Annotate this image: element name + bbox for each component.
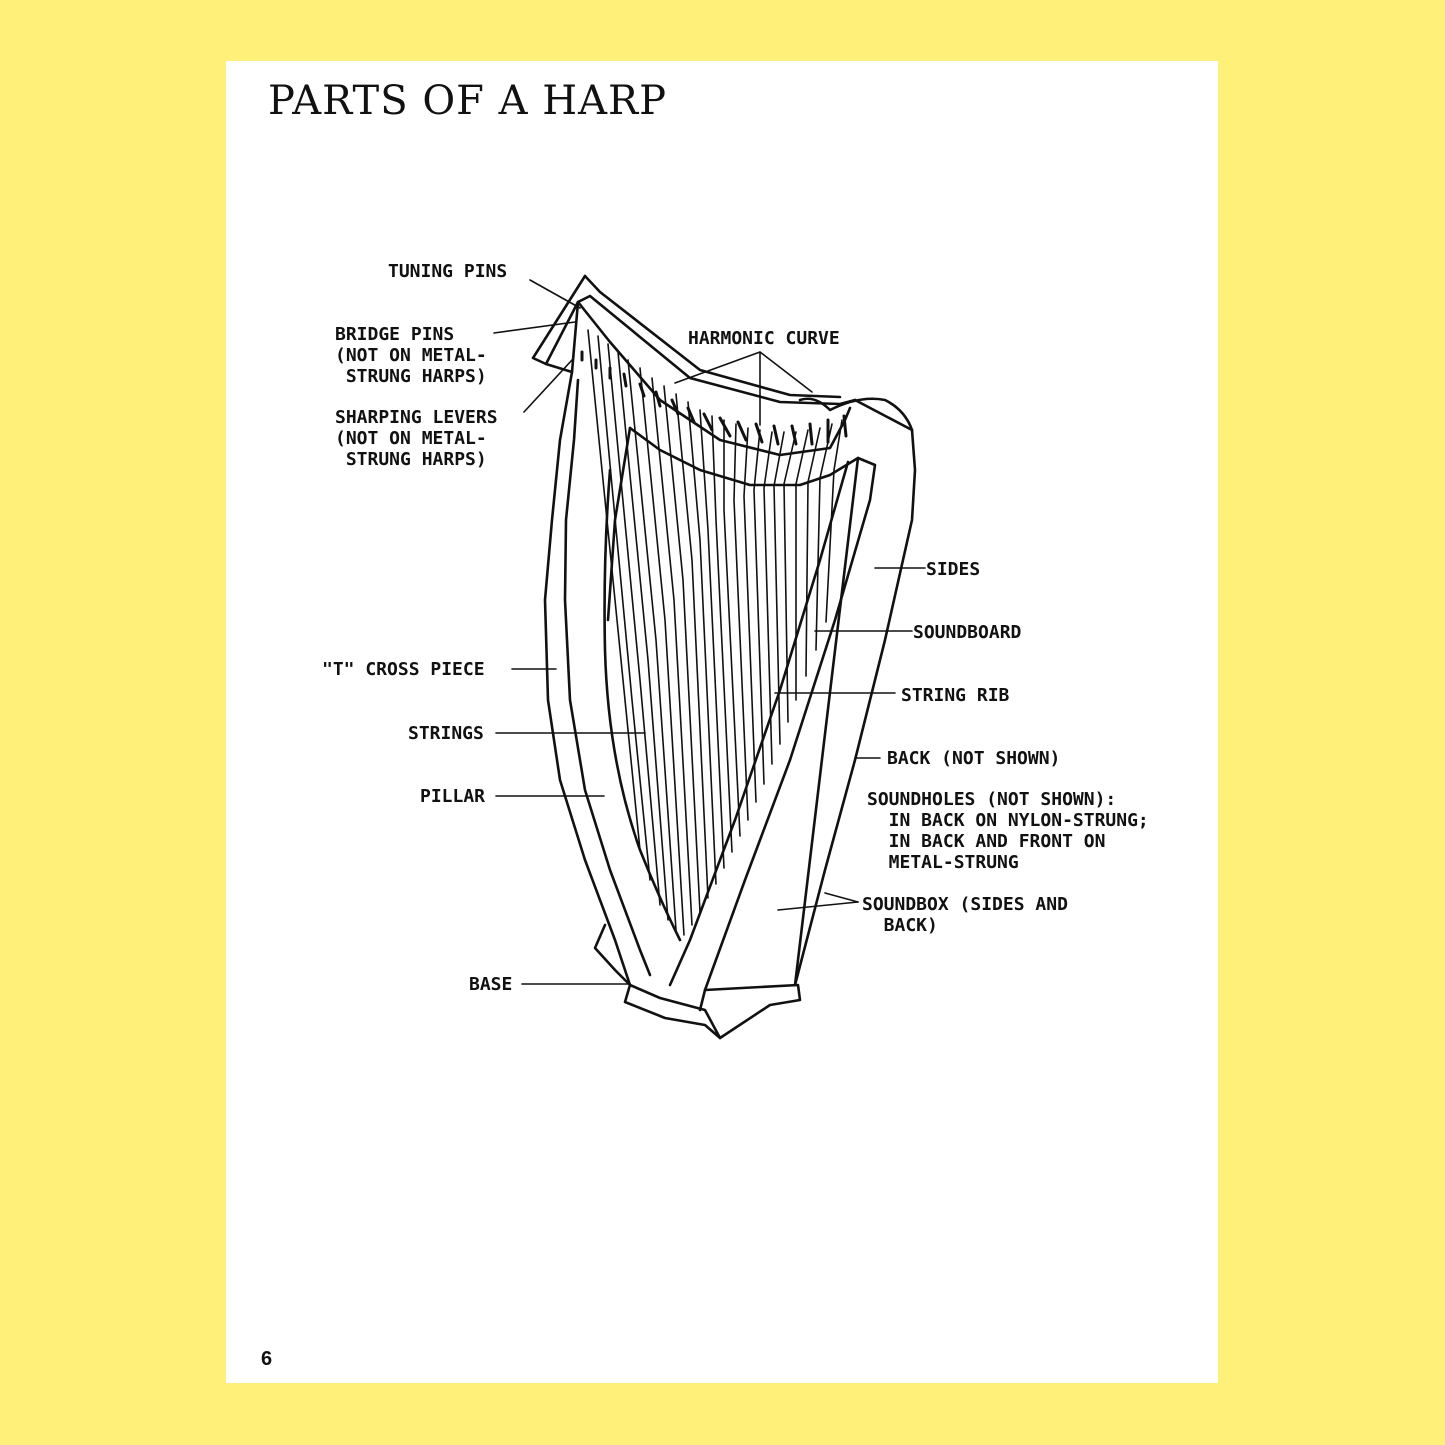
- label-tuning-pins: TUNING PINS: [388, 261, 508, 282]
- label-sharping-levers: SHARPING LEVERS (NOT ON METAL- STRUNG HARPS): [335, 407, 498, 470]
- label-strings: STRINGS: [408, 723, 484, 744]
- label-sides: SIDES: [926, 559, 981, 580]
- label-string-rib: STRING RIB: [901, 685, 1010, 706]
- harp-strings: [588, 330, 842, 935]
- label-harmonic-curve: HARMONIC CURVE: [688, 328, 840, 349]
- harp-drawing: [494, 276, 925, 1038]
- label-pillar: PILLAR: [420, 786, 486, 807]
- label-soundboard: SOUNDBOARD: [913, 622, 1022, 643]
- label-base: BASE: [469, 974, 513, 995]
- page-number: 6: [261, 1348, 273, 1370]
- label-soundholes: SOUNDHOLES (NOT SHOWN): IN BACK ON NYLON-STRUNG; IN BACK AND FRONT ON METAL-STRUNG: [867, 789, 1149, 873]
- leader-lines: [494, 280, 925, 984]
- harp-pillar: [545, 372, 630, 985]
- label-t-cross-piece: "T" CROSS PIECE: [322, 659, 485, 680]
- label-back: BACK (NOT SHOWN): [887, 748, 1061, 769]
- label-bridge-pins: BRIDGE PINS (NOT ON METAL- STRUNG HARPS): [335, 324, 487, 387]
- harp-base: [595, 925, 800, 1038]
- label-soundbox: SOUNDBOX (SIDES AND BACK): [862, 894, 1068, 936]
- page-title: PARTS OF A HARP: [268, 78, 668, 124]
